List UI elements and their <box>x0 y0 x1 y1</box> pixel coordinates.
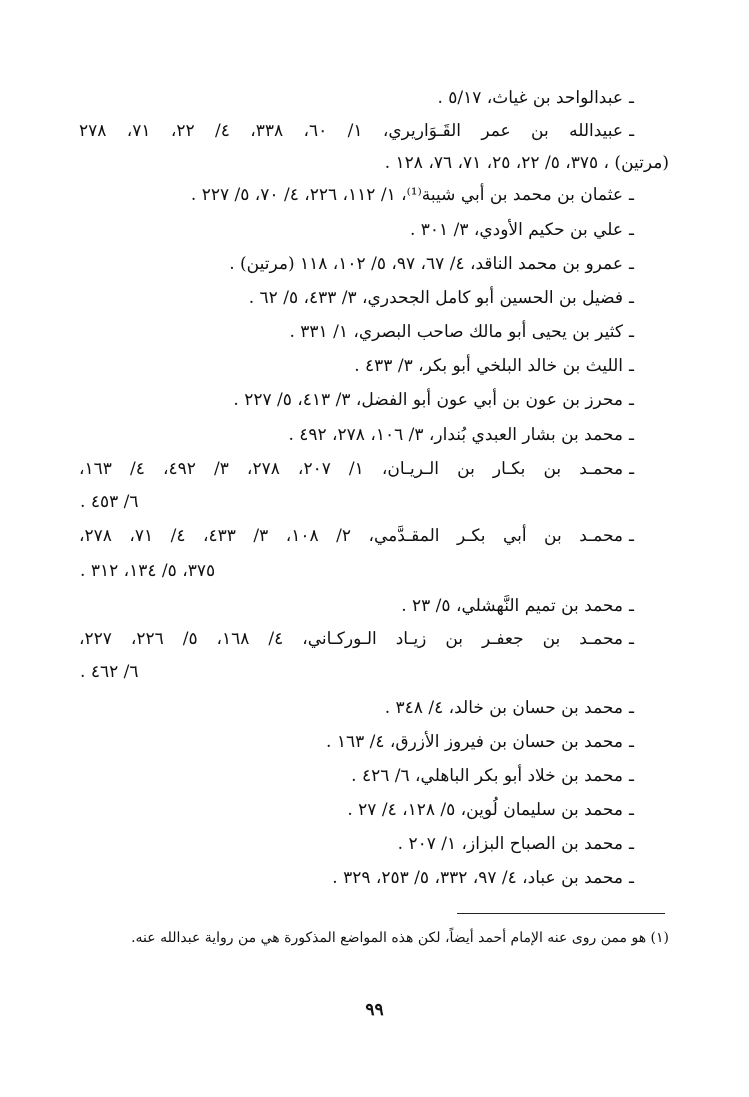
index-entry <box>354 354 634 378</box>
entry-text: عمرو بن محمد الناقد، ٤/ ٦٧، ٩٧، ٥/ ١٠٢، ١١٨ (مرتين) . <box>229 254 624 274</box>
index-entry <box>79 524 634 548</box>
entry-text: محرز بن عون بن أبي عون أبو الفضل، ٣/ ٤١٣، ٥/ ٢٢٧ . <box>233 390 624 410</box>
entry-continuation: ٦/ ٤٥٣ . <box>80 492 139 512</box>
entry-dash: ـ <box>629 800 634 820</box>
entry-text: عثمان بن محمد بن أبي شيبة⁽¹⁾، ١/ ١١٢، ٢٢٦، ٤/ ٧٠، ٥/ ٢٢٧ . <box>190 185 624 205</box>
index-entry <box>437 86 634 110</box>
entry-text: محمد بن حسان بن فيروز الأزرق، ٤/ ١٦٣ . <box>326 732 624 752</box>
entry-dash: ـ <box>629 390 634 410</box>
entry-dash: ـ <box>629 425 634 445</box>
index-entry <box>289 320 634 344</box>
index-entry <box>410 218 634 242</box>
entry-text: كثير بن يحيى أبو مالك صاحب البصري، ١/ ٣٣١ . <box>289 322 624 342</box>
index-entry <box>385 696 634 720</box>
entry-dash: ـ <box>629 834 634 854</box>
entry-continuation: (مرتين) ، ٣٧٥، ٥/ ٢٢، ٢٥، ٧١، ٧٦، ١٢٨ . <box>384 153 669 173</box>
entry-text: محمـد بن جعفـر بن زيـاد الـوركـاني، ٤/ ١٦٨، ٥/ ٢٢٦، ٢٢٧، <box>79 629 624 649</box>
entry-text: محمد بن عباد، ٤/ ٩٧، ٣٣٢، ٥/ ٢٥٣، ٣٢٩ . <box>332 868 624 888</box>
entry-dash: ـ <box>629 356 634 376</box>
index-entry <box>401 594 634 618</box>
entry-dash: ـ <box>629 220 634 240</box>
entry-dash: ـ <box>629 185 634 205</box>
entry-text: عبيدالله بن عمر القَـوَاريري، ١/ ٦٠، ٣٣٨، ٤/ ٢٢، ٧١، ٢٧٨ <box>79 121 624 141</box>
entry-dash: ـ <box>629 732 634 752</box>
footnote: (١) هو ممن روى عنه الإمام أحمد أيضاً، لكن هذه المواضع المذكورة هي من رواية عبدالله عنه. <box>131 930 669 946</box>
entry-dash: ـ <box>629 288 634 308</box>
entry-dash: ـ <box>629 698 634 718</box>
index-entry <box>347 798 634 822</box>
index-entry <box>398 832 634 856</box>
entry-dash: ـ <box>629 526 635 546</box>
index-entry <box>288 423 634 447</box>
entry-text: محمد بن تميم النَّهشلي، ٥/ ٢٣ . <box>401 596 624 616</box>
entry-dash: ـ <box>629 629 635 649</box>
entry-dash: ـ <box>629 459 635 479</box>
index-entry <box>332 866 634 890</box>
page-number: ٩٩ <box>365 1000 384 1020</box>
index-entry <box>79 457 634 481</box>
entry-text: علي بن حكيم الأودي، ٣/ ٣٠١ . <box>409 220 624 240</box>
index-entry <box>191 183 634 207</box>
entry-text: محمـد بن أبي بكـر المقـدَّمي، ٢/ ١٠٨، ٣/ ٤٣٣، ٤/ ٧١، ٢٧٨، <box>79 526 624 546</box>
index-entry <box>79 627 634 651</box>
entry-dash: ـ <box>629 121 635 141</box>
footnote-separator <box>457 913 665 914</box>
entry-text: عبدالواحد بن غياث، ٥/١٧ . <box>437 88 624 108</box>
index-entry <box>326 730 634 754</box>
entry-text: محمد بن سليمان لُوين، ٥/ ١٢٨، ٤/ ٢٧ . <box>347 800 624 820</box>
entry-text: فضيل بن الحسين أبو كامل الجحدري، ٣/ ٤٣٣، ٥/ ٦٢ . <box>248 288 624 308</box>
index-entry <box>249 286 634 310</box>
index-entry <box>351 764 634 788</box>
entry-dash: ـ <box>629 88 634 108</box>
entry-text: محمد بن حسان بن خالد، ٤/ ٣٤٨ . <box>384 698 624 718</box>
entry-text: محمـد بن بكـار بن الـريـان، ١/ ٢٠٧، ٢٧٨، ٣/ ٤٩٢، ٤/ ١٦٣، <box>79 459 624 479</box>
entry-dash: ـ <box>629 322 634 342</box>
entry-continuation: ٣٧٥، ٥/ ١٣٤، ٣١٢ . <box>80 561 216 581</box>
entry-dash: ـ <box>629 868 634 888</box>
index-entry <box>233 388 634 412</box>
entry-text: الليث بن خالد البلخي أبو بكر، ٣/ ٤٣٣ . <box>354 356 624 376</box>
entry-dash: ـ <box>629 254 634 274</box>
index-entry <box>79 119 634 143</box>
entry-dash: ـ <box>629 766 634 786</box>
entry-continuation: ٦/ ٤٦٢ . <box>80 662 139 682</box>
entry-text: محمد بن خلاد أبو بكر الباهلي، ٦/ ٤٢٦ . <box>351 766 624 786</box>
entry-text: محمد بن بشار العبدي بُندار، ٣/ ١٠٦، ٢٧٨، ٤٩٢ . <box>288 425 624 445</box>
entry-text: محمد بن الصباح البزاز، ١/ ٢٠٧ . <box>397 834 624 854</box>
index-entry <box>229 252 634 276</box>
entry-dash: ـ <box>629 596 634 616</box>
